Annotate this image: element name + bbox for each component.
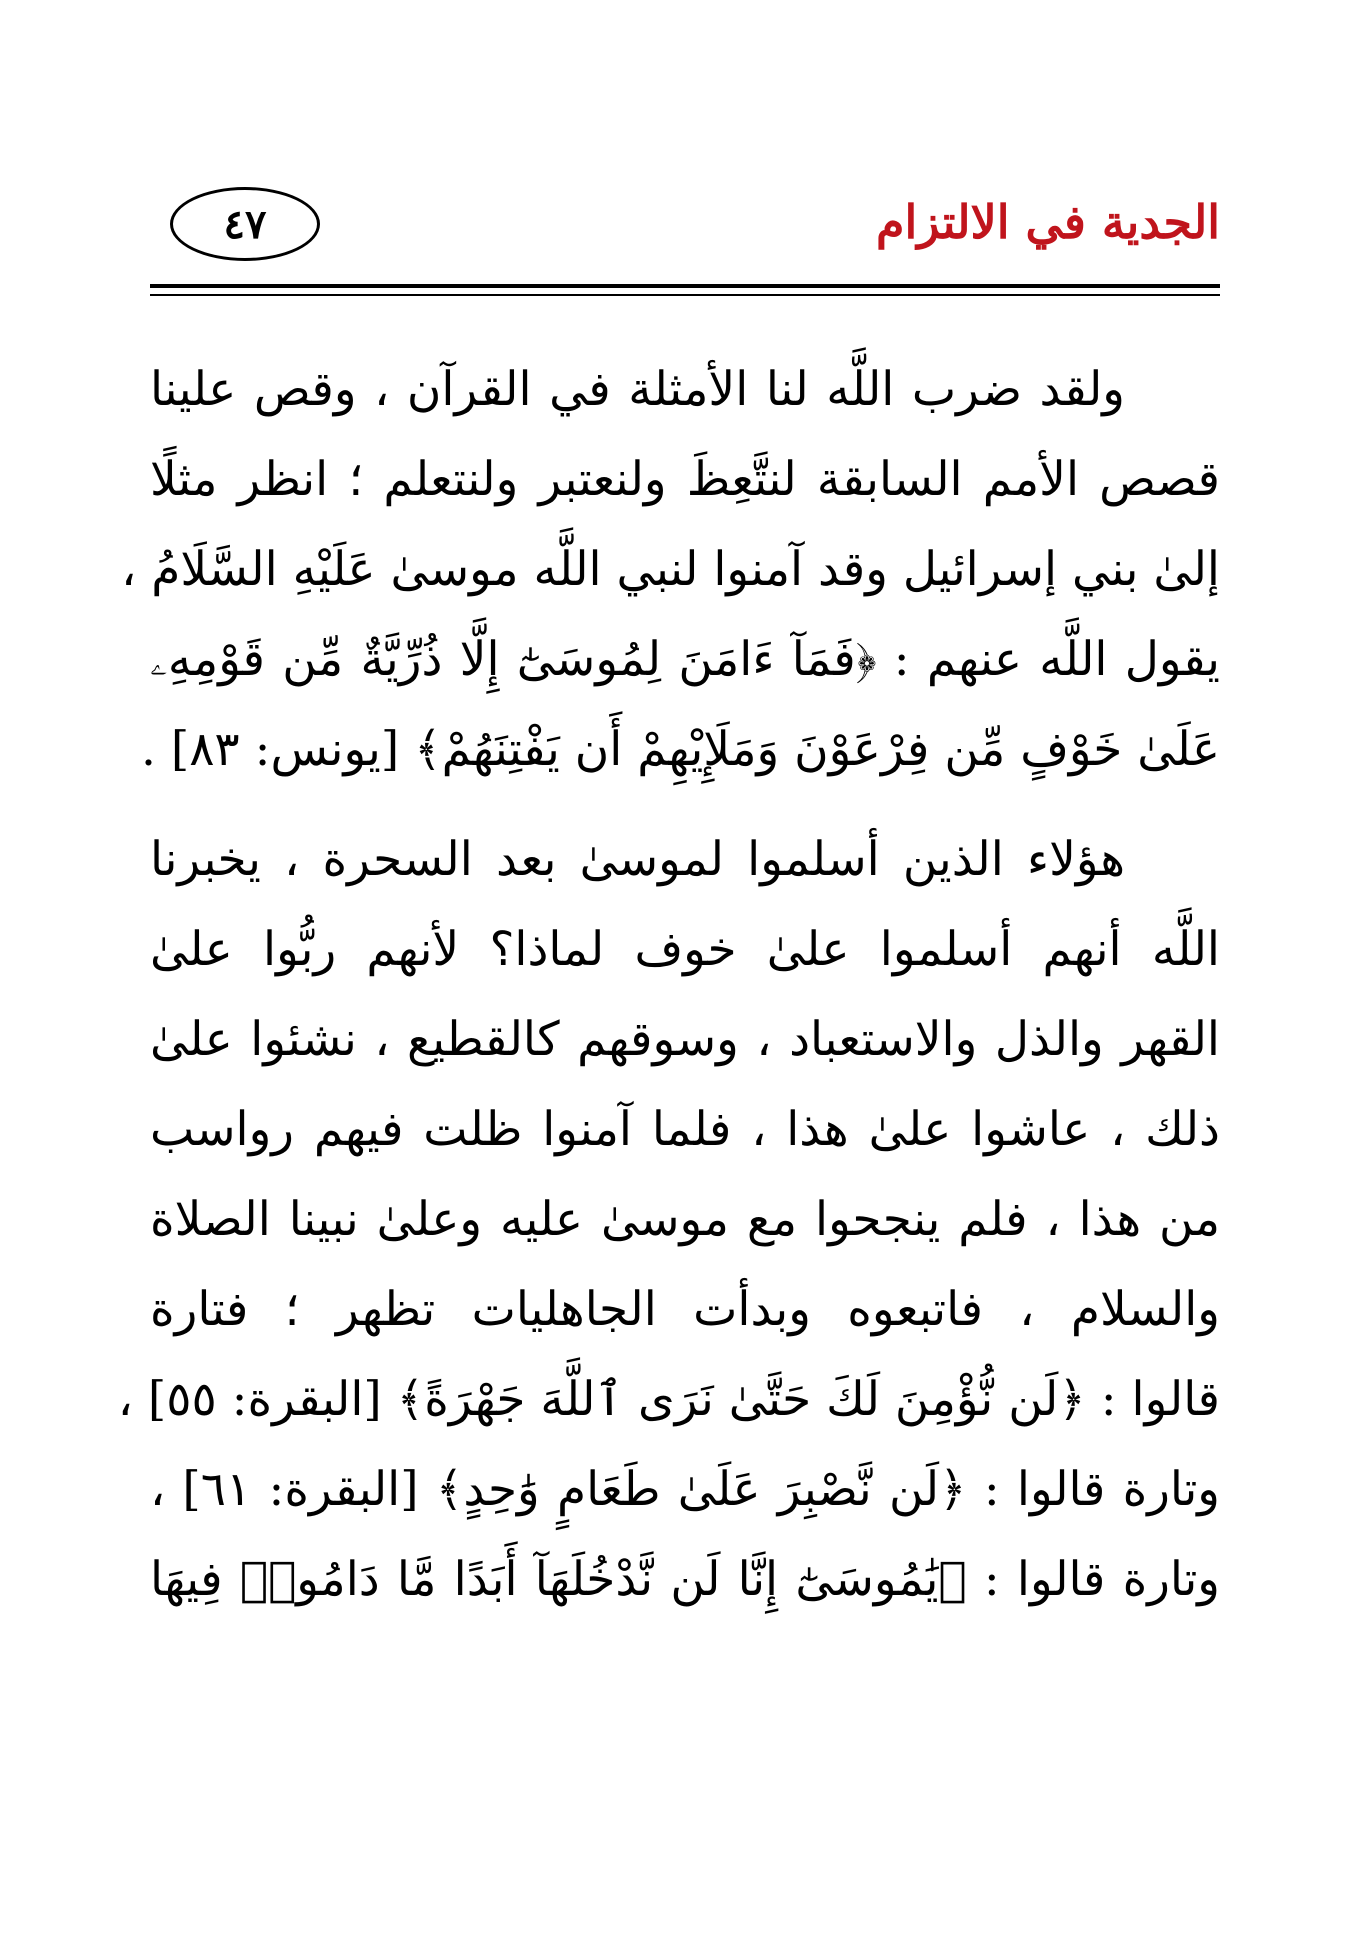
text-line: قصص الأمم السابقة لنتَّعِظَ ولنعتبر ولنتعلم ؛ انظر مثلًا <box>150 452 1220 507</box>
text-line: من هذا ، فلم ينجحوا مع موسىٰ عليه وعلىٰ نبينا الصلاة <box>150 1192 1220 1247</box>
header-rule-thick <box>150 284 1220 288</box>
chapter-title: الجدية في الالتزام <box>875 195 1220 249</box>
text-line: إلىٰ بني إسرائيل وقد آمنوا لنبي اللَّه موسىٰ عَلَيْهِ السَّلَامُ ، <box>121 542 1220 597</box>
page-number-badge: ٤٧ <box>170 187 320 261</box>
text-line: ذلك ، عاشوا علىٰ هذا ، فلما آمنوا ظلت فيهم رواسب <box>150 1102 1220 1157</box>
text-line: يقول اللَّه عنهم : ﴿فَمَآ ءَامَنَ لِمُوسَىٰٓ إِلَّا ذُرِّيَّةٌ مِّن قَوْمِهِۦ <box>150 632 1220 687</box>
paragraph-2 <box>117 815 1220 1625</box>
text-line: قالوا : ﴿لَن نُّؤْمِنَ لَكَ حَتَّىٰ نَرَى ٱللَّهَ جَهْرَةً﴾ [البقرة: ٥٥] ، <box>117 1372 1220 1427</box>
body-text <box>117 345 1220 1625</box>
text-line: وتارة قالوا : ﴿لَن نَّصْبِرَ عَلَىٰ طَعَامٍ وَٰحِدٍ﴾ [البقرة: ٦١] ، <box>150 1462 1220 1517</box>
header-rule-thin <box>150 294 1220 296</box>
text-line: اللَّه أنهم أسلموا علىٰ خوف لماذا؟ لأنهم ربُّوا علىٰ <box>150 922 1220 977</box>
text-line: هؤلاء الذين أسلموا لموسىٰ بعد السحرة ، يخبرنا <box>150 832 1125 887</box>
paragraph-1 <box>121 345 1220 795</box>
text-line: والسلام ، فاتبعوه وبدأت الجاهليات تظهر ؛ فتارة <box>150 1282 1220 1337</box>
text-line: القهر والذل والاستعباد ، وسوقهم كالقطيع ، نشئوا علىٰ <box>150 1012 1220 1067</box>
text-line: ولقد ضرب اللَّه لنا الأمثلة في القرآن ، وقص علينا <box>150 362 1125 417</box>
text-line: وتارة قالوا : ﴿يَٰمُوسَىٰٓ إِنَّا لَن نَّدْخُلَهَآ أَبَدًا مَّا دَامُوا۟ فِيهَا <box>150 1552 1220 1607</box>
text-line: عَلَىٰ خَوْفٍ مِّن فِرْعَوْنَ وَمَلَإِيْهِمْ أَن يَفْتِنَهُمْ﴾ [يونس: ٨٣] . <box>140 722 1220 777</box>
page-header <box>150 185 1220 275</box>
